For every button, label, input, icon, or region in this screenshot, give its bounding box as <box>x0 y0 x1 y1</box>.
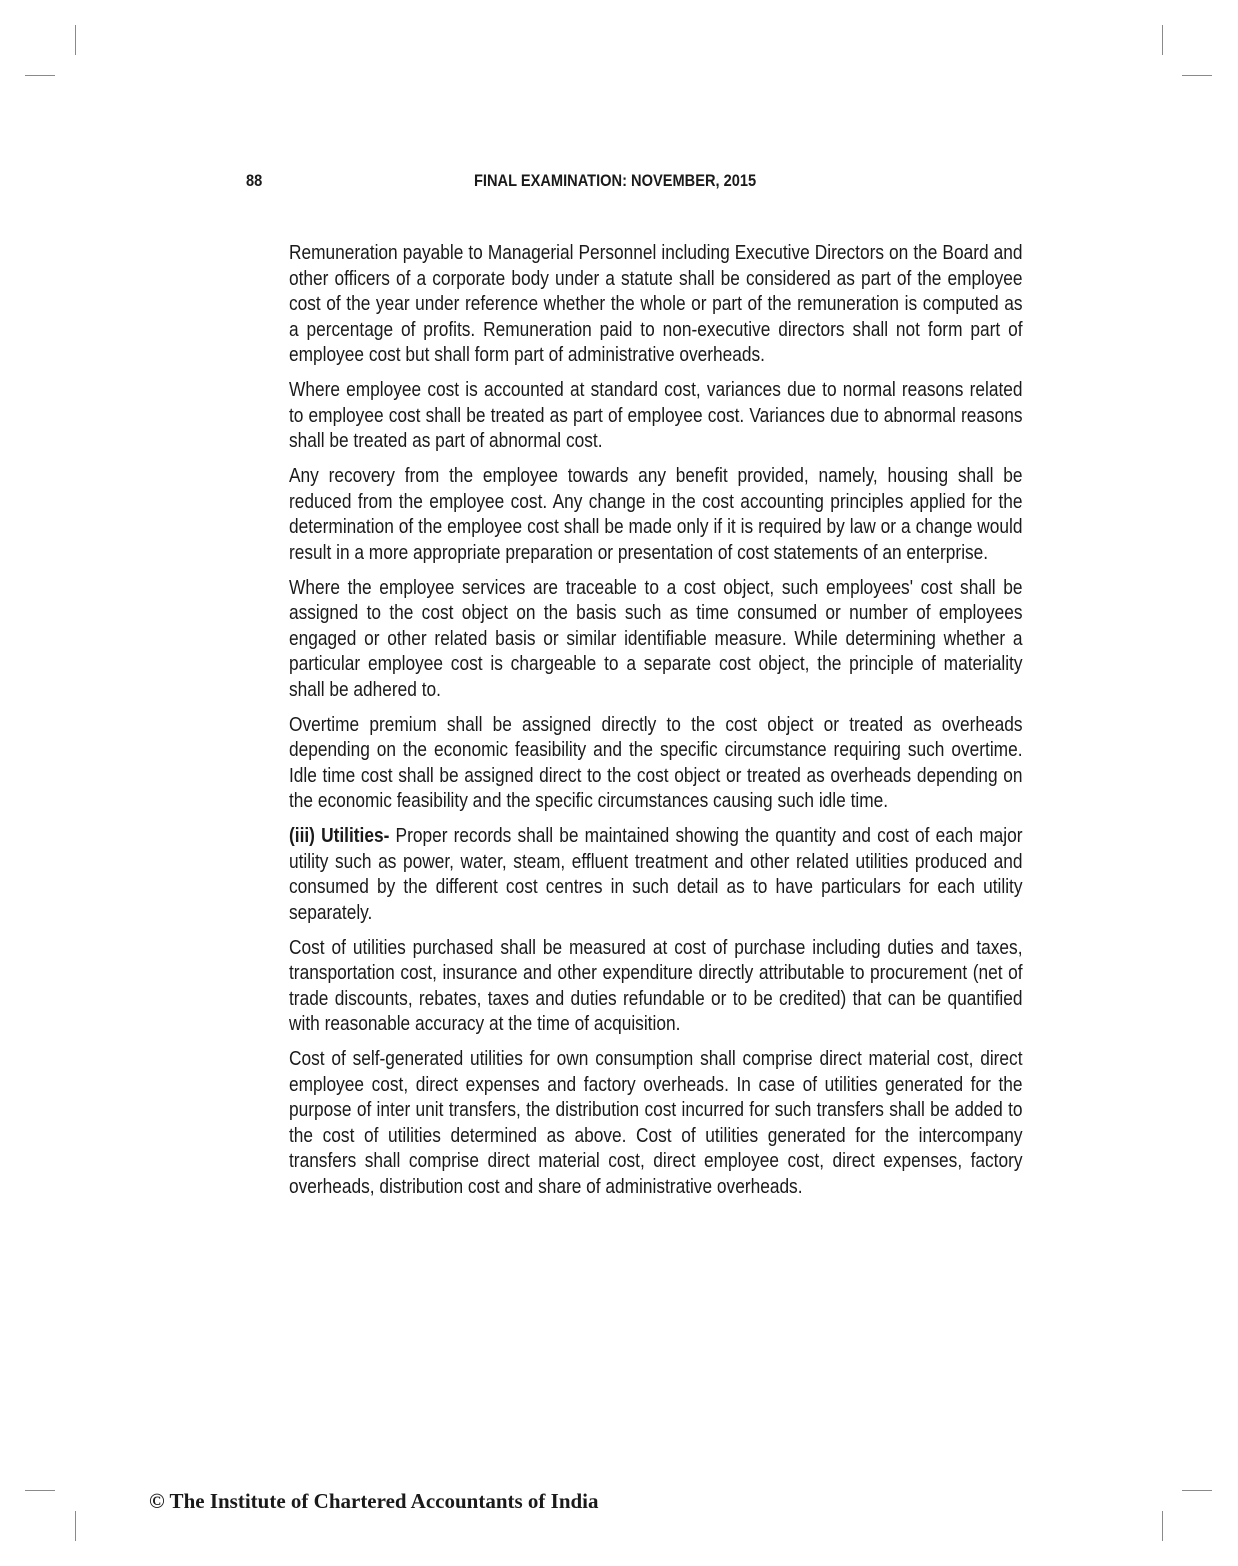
crop-mark-bottom-left-horizontal <box>25 1490 55 1491</box>
paragraph-utilities <box>289 824 1023 926</box>
utilities-heading: (iii) Utilities- <box>289 825 390 847</box>
paragraph-employee-recovery: Any recovery from the employee towards any benefit provided, namely, housing shall be reduced from the employee cost. Any change in the cost accounting principles applied for the determination of the employee cost shall be made only if it is required by law or a change would result in a more appropriate preparation or presentation of cost statements of an enterprise. <box>289 465 1023 564</box>
crop-mark-top-right-vertical <box>1162 25 1163 55</box>
paragraph-managerial-remuneration: Remuneration payable to Managerial Personnel including Executive Directors on the Board and other officers of a corporate body under a statute shall be considered as part of the employee cost of the year under reference whether the whole or part of the remuneration is computed as a percentage of profits. Remuneration paid to non-executive directors shall not form part of employee cost but shall form part of administrative overheads. <box>289 242 1023 366</box>
crop-mark-top-left-horizontal <box>25 75 55 76</box>
paragraph-self-generated-utilities: Cost of self-generated utilities for own consumption shall comprise direct material cost, direct employee cost, direct expenses and factory overheads. In case of utilities generated for the purpose of inter unit transfers, the distribution cost incurred for such transfers shall be added to the cost of utilities determined as above. Cost of utilities generated for the intercompany transfers shall comprise direct material cost, direct employee cost, direct expenses, factory overheads, distribution cost and share of administrative overheads. <box>289 1048 1023 1198</box>
crop-mark-top-left-vertical <box>75 25 76 55</box>
paragraph-purchased-utilities: Cost of utilities purchased shall be measured at cost of purchase including duties and taxes, transportation cost, insurance and other expenditure directly attributable to procurement (net of trade discounts, rebates, taxes and duties refundable or to be credited) that can be quantified with reasonable accuracy at the time of acquisition. <box>289 936 1023 1035</box>
crop-mark-bottom-right-horizontal <box>1182 1490 1212 1491</box>
paragraph-standard-cost-variances: Where employee cost is accounted at standard cost, variances due to normal reasons related to employee cost shall be treated as part of employee cost. Variances due to abnormal reasons shall be treated as part of abnormal cost. <box>289 379 1023 452</box>
page-number: 88 <box>246 171 263 190</box>
footer-copyright: © The Institute of Chartered Accountants of India <box>149 1489 599 1513</box>
running-header-title: FINAL EXAMINATION: NOVEMBER, 2015 <box>474 171 757 190</box>
crop-mark-bottom-left-vertical <box>75 1511 76 1541</box>
document-body <box>289 241 1023 1210</box>
crop-mark-bottom-right-vertical <box>1162 1511 1163 1541</box>
paragraph-traceable-services: Where the employee services are traceable to a cost object, such employees' cost shall be assigned to the cost object on the basis such as time consumed or number of employees engaged or other related basis or similar identifiable measure. While determining whether a particular employee cost is chargeable to a separate cost object, the principle of materiality shall be adhered to. <box>289 576 1023 701</box>
utilities-text: Proper records shall be maintained showing the quantity and cost of each major utility such as power, water, steam, effluent treatment and other related utilities produced and consumed by the different cost centres in such detail as to have particulars for each utility separately. <box>289 825 1023 924</box>
crop-mark-top-right-horizontal <box>1182 75 1212 76</box>
paragraph-overtime-idle-time: Overtime premium shall be assigned directly to the cost object or treated as overheads depending on the economic feasibility and the specific circumstance requiring such overtime. Idle time cost shall be assigned direct to the cost object or treated as overheads depending on the economic feasibility and the specific circumstances causing such idle time. <box>289 713 1023 812</box>
